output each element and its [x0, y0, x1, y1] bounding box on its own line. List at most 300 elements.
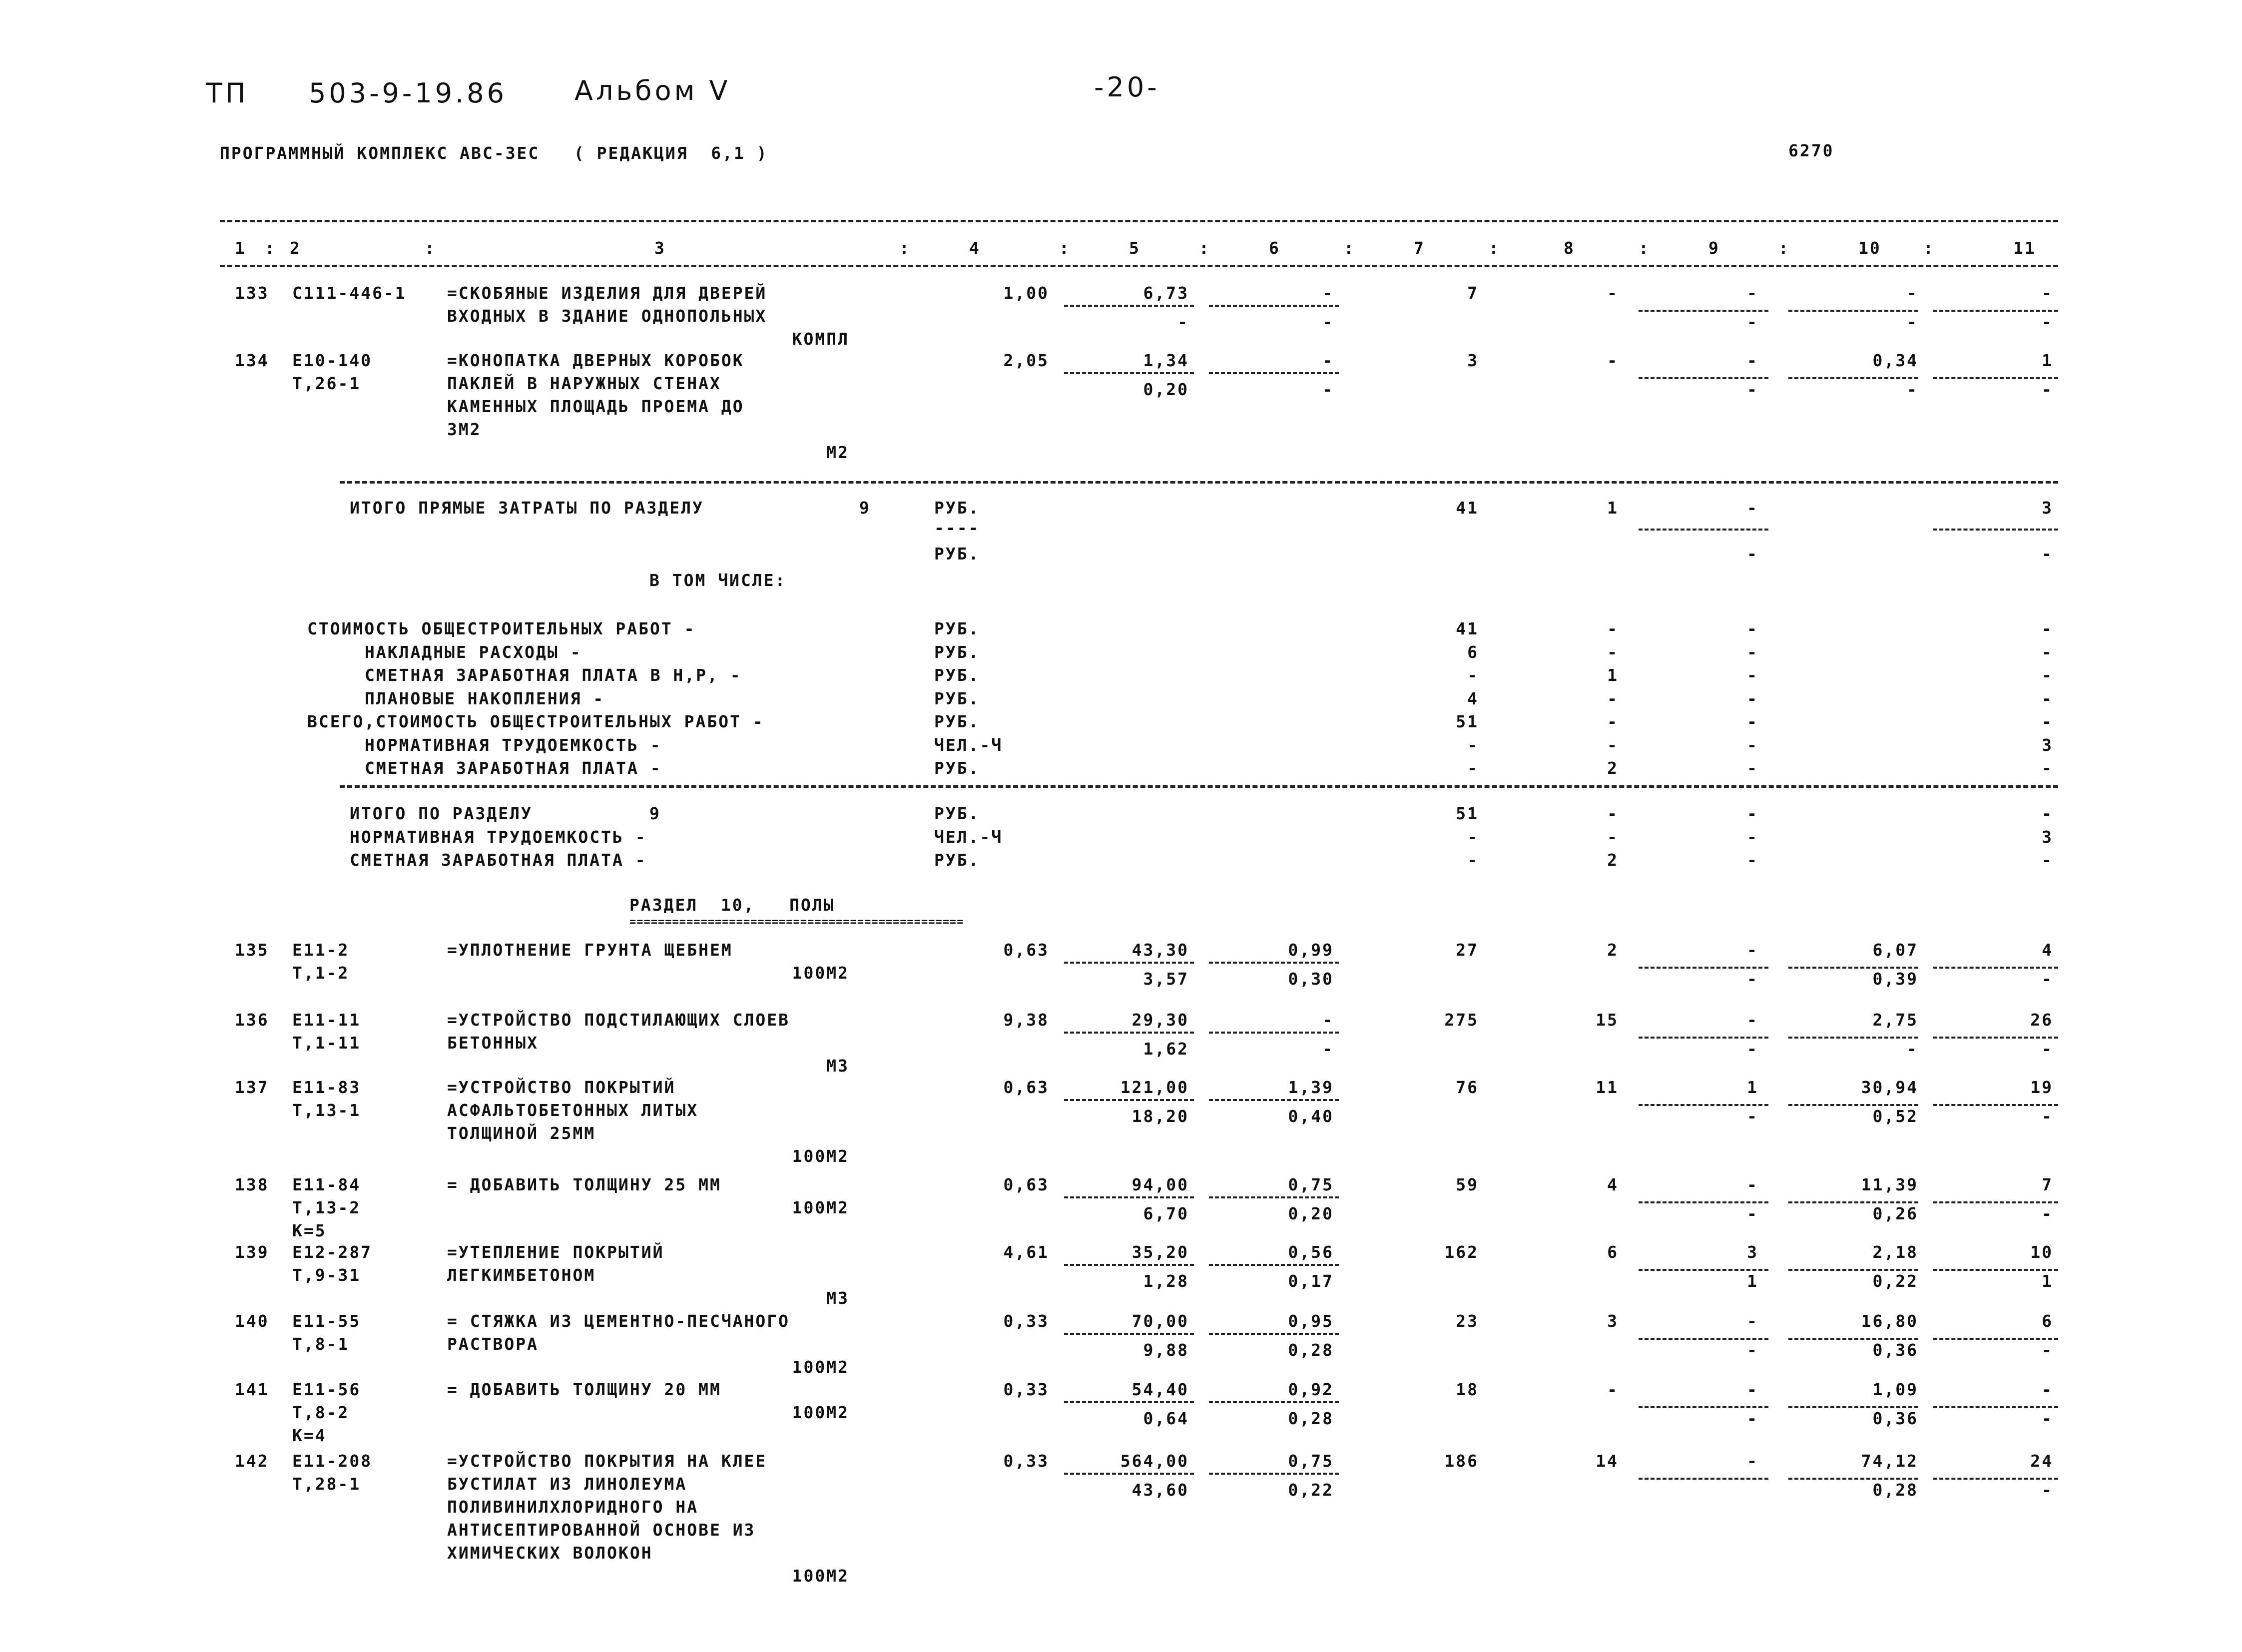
program-title: ПРОГРАММНЫЙ КОМПЛЕКС АВС-3ЕС ( РЕДАКЦИЯ 6,1 ) [220, 143, 768, 163]
item-operation-wages: 0,20 [1288, 1204, 1334, 1223]
cost-breakdown-unit: РУБ. [934, 712, 980, 731]
column-header-3: 3 [654, 238, 666, 258]
item-rule-c5 [1064, 1099, 1194, 1101]
item-unit: 100М2 [792, 1403, 849, 1422]
subtotal-rule [340, 481, 2058, 484]
item-operation-cost: 1,39 [1288, 1078, 1334, 1097]
item-description: РАСТВОРА [447, 1334, 539, 1354]
item-number: 139 [235, 1242, 269, 1262]
item-description: = СТЯЖКА ИЗ ЦЕМЕНТНО-ПЕСЧАНОГО [447, 1311, 790, 1331]
item-total-cost: 23 [1456, 1311, 1479, 1331]
item-rule-c9 [1639, 1269, 1768, 1271]
item-total-cost: 3 [1467, 351, 1479, 370]
item-labour-machines: 0,39 [1872, 969, 1918, 989]
item-wages-machines: - [2042, 1480, 2053, 1500]
cost-breakdown-wages: 2 [1607, 758, 1619, 778]
direct-costs-wages: 1 [1607, 498, 1619, 518]
item-machines: - [1747, 1175, 1758, 1194]
item-wages-total: 1 [2042, 351, 2053, 370]
cost-breakdown-wages: 1 [1607, 665, 1619, 685]
section-10-underline: =============================================== [629, 916, 964, 928]
item-machines: 1 [1747, 1078, 1758, 1097]
item-code: Е11-2 [292, 940, 350, 960]
item-wages: - [1607, 1380, 1619, 1399]
item-unit-cost-wages: - [1177, 312, 1189, 332]
item-description: = ДОБАВИТЬ ТОЛЩИНУ 20 ММ [447, 1380, 721, 1399]
item-machines-wages: - [1747, 312, 1758, 332]
item-operation-wages: 0,22 [1288, 1480, 1334, 1500]
item-description: =УТЕПЛЕНИЕ ПОКРЫТИЙ [447, 1242, 664, 1262]
cost-breakdown-wages: - [1607, 619, 1619, 638]
item-quantity: 2,05 [1003, 351, 1049, 370]
item-unit-cost-wages: 18,20 [1131, 1106, 1189, 1126]
cost-breakdown-label: ВСЕГО,СТОИМОСТЬ ОБЩЕСТРОИТЕЛЬНЫХ РАБОТ - [307, 712, 764, 731]
item-description: ТОЛЩИНОЙ 25ММ [447, 1123, 596, 1143]
item-code: Е10-140 [292, 351, 373, 370]
item-rule-c9 [1639, 1406, 1768, 1408]
item-rule-c6 [1209, 1264, 1339, 1266]
cost-breakdown-total: 4 [1467, 688, 1479, 708]
page-number: -20- [1094, 71, 1160, 103]
item-labour-machines: 0,28 [1872, 1480, 1918, 1500]
section-total-machines: - [1747, 827, 1758, 847]
section-total-wages: - [1607, 804, 1619, 823]
item-code: Т,13-2 [292, 1198, 361, 1217]
item-wages-machines: - [2042, 969, 2053, 989]
item-code: С111-446-1 [292, 283, 407, 303]
item-unit-cost-wages: 43,60 [1131, 1480, 1189, 1500]
item-wages-machines: - [2042, 380, 2053, 399]
item-operation-cost: 0,95 [1288, 1311, 1334, 1331]
item-code: Е11-84 [292, 1175, 361, 1194]
item-unit: 100М2 [792, 1357, 849, 1377]
section-10-title: РАЗДЕЛ 10, ПОЛЫ [629, 895, 835, 915]
cost-breakdown-unit: РУБ. [934, 619, 980, 638]
item-rule-c11 [1933, 967, 2058, 969]
item-description: АНТИСЕПТИРОВАННОЙ ОСНОВЕ ИЗ [447, 1520, 756, 1540]
column-separator: : [265, 238, 276, 258]
item-description: БЕТОННЫХ [447, 1033, 539, 1053]
direct-costs-total: 41 [1456, 498, 1479, 518]
item-unit-cost: 54,40 [1131, 1380, 1189, 1399]
item-wages-total: 19 [2030, 1078, 2053, 1097]
item-rule-c6 [1209, 305, 1339, 307]
item-operation-wages: - [1322, 1039, 1334, 1059]
item-rule-c10 [1788, 310, 1918, 312]
item-rule-c10 [1788, 377, 1918, 379]
item-labour: 6,07 [1872, 940, 1918, 960]
section-total-wages-total: - [2042, 804, 2053, 823]
item-rule-c11 [1933, 310, 2058, 312]
item-unit: КОМПЛ [792, 329, 849, 349]
item-wages-machines: - [2042, 1409, 2053, 1428]
item-description: =КОНОПАТКА ДВЕРНЫХ КОРОБОК [447, 351, 744, 370]
item-wages: 6 [1607, 1242, 1619, 1262]
item-rule-c9 [1639, 310, 1768, 312]
program-code: 6270 [1788, 141, 1834, 160]
direct-costs-label: ИТОГО ПРЯМЫЕ ЗАТРАТЫ ПО РАЗДЕЛУ [350, 498, 704, 518]
cost-breakdown-wages-total: 3 [2042, 735, 2053, 755]
item-labour-machines: 0,52 [1872, 1106, 1918, 1126]
item-machines-wages: - [1747, 969, 1758, 989]
item-description: ПАКЛЕЙ В НАРУЖНЫХ СТЕНАХ [447, 374, 721, 393]
column-separator: : [899, 238, 911, 258]
item-unit-cost: 29,30 [1131, 1010, 1189, 1030]
item-labour-machines: 0,36 [1872, 1340, 1918, 1360]
item-wages: 2 [1607, 940, 1619, 960]
item-code: Е11-11 [292, 1010, 361, 1030]
item-number: 133 [235, 283, 269, 303]
item-labour: 2,18 [1872, 1242, 1918, 1262]
section-total-wages-total: 3 [2042, 827, 2053, 847]
item-number: 140 [235, 1311, 269, 1331]
including-label: В ТОМ ЧИСЛЕ: [649, 570, 787, 590]
item-rule-c6 [1209, 1401, 1339, 1403]
item-operation-wages: 0,28 [1288, 1409, 1334, 1428]
item-machines-wages: - [1747, 1106, 1758, 1126]
item-rule-c5 [1064, 1032, 1194, 1034]
column-header-2: 2 [290, 238, 301, 258]
cost-breakdown-unit: РУБ. [934, 758, 980, 778]
item-unit-cost: 564,00 [1120, 1451, 1189, 1471]
item-machines: - [1747, 1380, 1758, 1399]
item-operation-wages: 0,28 [1288, 1340, 1334, 1360]
section-total-machines: - [1747, 804, 1758, 823]
item-unit: М3 [826, 1288, 849, 1308]
item-unit-cost: 6,73 [1143, 283, 1189, 303]
cost-breakdown-wages-total: - [2042, 712, 2053, 731]
item-unit: М3 [826, 1056, 849, 1076]
item-wages-total: 4 [2042, 940, 2053, 960]
item-code: Т,26-1 [292, 374, 361, 393]
item-total-cost: 162 [1444, 1242, 1479, 1262]
item-wages: 4 [1607, 1175, 1619, 1194]
section-total-unit: РУБ. [934, 804, 980, 823]
item-machines-wages: 1 [1747, 1271, 1758, 1291]
direct-costs-machines: - [1747, 498, 1758, 518]
cost-breakdown-label: НАКЛАДНЫЕ РАСХОДЫ - [365, 642, 582, 662]
item-rule-c11 [1933, 1037, 2058, 1039]
column-header-5: 5 [1129, 238, 1140, 258]
item-labour-machines: 0,22 [1872, 1271, 1918, 1291]
item-code: Е11-83 [292, 1078, 361, 1097]
item-wages-total: - [2042, 283, 2053, 303]
item-rule-c6 [1209, 1032, 1339, 1034]
item-rule-c5 [1064, 1473, 1194, 1475]
section-total-label: НОРМАТИВНАЯ ТРУДОЕМКОСТЬ - [350, 827, 647, 847]
column-separator: : [1344, 238, 1355, 258]
item-description: =УСТРОЙСТВО ПОКРЫТИЯ НА КЛЕЕ [447, 1451, 767, 1471]
item-machines: - [1747, 1311, 1758, 1331]
item-labour: 74,12 [1861, 1451, 1918, 1471]
item-unit-cost-wages: 6,70 [1143, 1204, 1189, 1223]
item-wages: 11 [1596, 1078, 1619, 1097]
item-operation-wages: 0,40 [1288, 1106, 1334, 1126]
item-rule-c5 [1064, 962, 1194, 964]
item-operation-wages: - [1322, 312, 1334, 332]
item-total-cost: 186 [1444, 1451, 1479, 1471]
item-number: 138 [235, 1175, 269, 1194]
item-description: =УПЛОТНЕНИЕ ГРУНТА ЩЕБНЕМ [447, 940, 733, 960]
item-total-cost: 18 [1456, 1380, 1479, 1399]
item-rule-c11 [1933, 377, 2058, 379]
column-header-7: 7 [1414, 238, 1425, 258]
item-rule-c9 [1639, 1037, 1768, 1039]
item-unit: 100М2 [792, 963, 849, 983]
header-rule-bottom [220, 265, 2058, 267]
item-description: = ДОБАВИТЬ ТОЛЩИНУ 25 ММ [447, 1175, 721, 1194]
cost-breakdown-unit: ЧЕЛ.-Ч [934, 735, 1003, 755]
item-rule-c6 [1209, 1099, 1339, 1101]
item-wages: - [1607, 351, 1619, 370]
cost-breakdown-wages-total: - [2042, 619, 2053, 638]
section-total-label: ИТОГО ПО РАЗДЕЛУ [350, 804, 533, 823]
item-operation-wages: - [1322, 380, 1334, 399]
item-operation-cost: 0,75 [1288, 1175, 1334, 1194]
cost-breakdown-wages-total: - [2042, 642, 2053, 662]
item-description: АСФАЛЬТОБЕТОННЫХ ЛИТЫХ [447, 1101, 699, 1120]
item-code: Т,1-11 [292, 1033, 361, 1053]
cost-breakdown-label: СМЕТНАЯ ЗАРАБОТНАЯ ПЛАТА В Н,Р, - [365, 665, 742, 685]
item-rule-c11 [1933, 1478, 2058, 1480]
item-code: Т,9-31 [292, 1265, 361, 1285]
item-rule-c11 [1933, 1269, 2058, 1271]
item-code: К=4 [292, 1426, 327, 1445]
item-labour-machines: 0,36 [1872, 1409, 1918, 1428]
item-rule-c10 [1788, 1478, 1918, 1480]
item-wages-machines: 1 [2042, 1271, 2053, 1291]
item-machines-wages: - [1747, 380, 1758, 399]
item-labour-machines: 0,26 [1872, 1204, 1918, 1223]
cost-breakdown-wages: - [1607, 642, 1619, 662]
item-unit: 100М2 [792, 1146, 849, 1166]
item-rule-c9 [1639, 1201, 1768, 1203]
item-operation-wages: 0,30 [1288, 969, 1334, 989]
item-labour: 2,75 [1872, 1010, 1918, 1030]
item-code: К=5 [292, 1221, 327, 1240]
item-wages-total: 7 [2042, 1175, 2053, 1194]
item-labour-machines: - [1907, 312, 1918, 332]
item-rule-c11 [1933, 1406, 2058, 1408]
item-rule-c5 [1064, 372, 1194, 374]
section-total-cost: - [1467, 850, 1479, 870]
total-rule [340, 785, 2058, 788]
item-code: Т,28-1 [292, 1474, 361, 1494]
section-total-wages: 2 [1607, 850, 1619, 870]
item-quantity: 0,33 [1003, 1451, 1049, 1471]
column-separator: : [1639, 238, 1650, 258]
item-quantity: 0,63 [1003, 1078, 1049, 1097]
item-labour: 1,09 [1872, 1380, 1918, 1399]
item-rule-c6 [1209, 1473, 1339, 1475]
item-wages-machines: - [2042, 1106, 2053, 1126]
cost-breakdown-total: 41 [1456, 619, 1479, 638]
item-machines-wages: - [1747, 1340, 1758, 1360]
item-operation-cost: 0,99 [1288, 940, 1334, 960]
item-rule-c6 [1209, 962, 1339, 964]
column-header-11: 11 [2013, 238, 2036, 258]
item-description: ПОЛИВИНИЛХЛОРИДНОГО НА [447, 1497, 699, 1517]
item-rule-c9 [1639, 1104, 1768, 1106]
cost-breakdown-machines: - [1747, 688, 1758, 708]
item-operation-wages: 0,17 [1288, 1271, 1334, 1291]
section-total-wages: - [1607, 827, 1619, 847]
item-unit-cost-wages: 9,88 [1143, 1340, 1189, 1360]
cost-breakdown-wages: - [1607, 688, 1619, 708]
direct-costs-section: 9 [859, 498, 871, 518]
section-total-machines: - [1747, 850, 1758, 870]
cost-breakdown-total: - [1467, 758, 1479, 778]
item-labour: 16,80 [1861, 1311, 1918, 1331]
section-total-unit: РУБ. [934, 850, 980, 870]
cost-breakdown-unit: РУБ. [934, 642, 980, 662]
cost-breakdown-machines: - [1747, 642, 1758, 662]
section-total-wages-total: - [2042, 850, 2053, 870]
cost-breakdown-label: СМЕТНАЯ ЗАРАБОТНАЯ ПЛАТА - [365, 758, 662, 778]
item-unit-cost-wages: 1,62 [1143, 1039, 1189, 1059]
item-wages-machines: - [2042, 1204, 2053, 1223]
column-header-1: 1 [235, 238, 246, 258]
item-total-cost: 7 [1467, 283, 1479, 303]
album-label: Альбом V [574, 75, 731, 106]
cost-breakdown-total: - [1467, 665, 1479, 685]
item-wages: 15 [1596, 1010, 1619, 1030]
direct-costs-machines-wages: - [1747, 544, 1758, 563]
item-quantity: 0,33 [1003, 1380, 1049, 1399]
cost-breakdown-wages-total: - [2042, 665, 2053, 685]
item-operation-cost: 0,75 [1288, 1451, 1334, 1471]
item-description: КАМЕННЫХ ПЛОЩАДЬ ПРОЕМА ДО [447, 397, 744, 416]
item-unit-cost-wages: 0,64 [1143, 1409, 1189, 1428]
item-unit-cost: 94,00 [1131, 1175, 1189, 1194]
item-wages: 3 [1607, 1311, 1619, 1331]
item-description: =СКОБЯНЫЕ ИЗДЕЛИЯ ДЛЯ ДВЕРЕЙ [447, 283, 767, 303]
item-machines: - [1747, 1451, 1758, 1471]
column-separator: : [425, 238, 436, 258]
item-number: 135 [235, 940, 269, 960]
item-machines-wages: - [1747, 1039, 1758, 1059]
item-labour-machines: - [1907, 380, 1918, 399]
item-code: Т,1-2 [292, 963, 350, 983]
item-total-cost: 275 [1444, 1010, 1479, 1030]
item-rule-c11 [1933, 1338, 2058, 1340]
item-unit-cost-wages: 3,57 [1143, 969, 1189, 989]
item-rule-c9 [1639, 1338, 1768, 1340]
item-number: 142 [235, 1451, 269, 1471]
item-description: =УСТРОЙСТВО ПОКРЫТИЙ [447, 1078, 676, 1097]
item-unit-cost-wages: 0,20 [1143, 380, 1189, 399]
item-rule-c10 [1788, 1104, 1918, 1106]
column-header-6: 6 [1269, 238, 1280, 258]
item-unit: М2 [826, 443, 849, 462]
item-rule-c6 [1209, 1333, 1339, 1335]
item-machines: - [1747, 283, 1758, 303]
column-header-10: 10 [1858, 238, 1881, 258]
item-description: ВХОДНЫХ В ЗДАНИЕ ОДНОПОЛЬНЫХ [447, 306, 767, 326]
item-unit-cost: 35,20 [1131, 1242, 1189, 1262]
item-rule-c5 [1064, 1401, 1194, 1403]
item-unit-cost-wages: 1,28 [1143, 1271, 1189, 1291]
item-unit-cost: 70,00 [1131, 1311, 1189, 1331]
cost-breakdown-label: СТОИМОСТЬ ОБЩЕСТРОИТЕЛЬНЫХ РАБОТ - [307, 619, 696, 638]
item-rule-c10 [1788, 967, 1918, 969]
direct-costs-rule-c9 [1639, 529, 1768, 531]
item-labour: - [1907, 283, 1918, 303]
item-unit: 100М2 [792, 1566, 849, 1586]
cost-breakdown-wages-total: - [2042, 758, 2053, 778]
cost-breakdown-label: ПЛАНОВЫЕ НАКОПЛЕНИЯ - [365, 688, 605, 708]
direct-costs-unit: РУБ. [934, 498, 980, 518]
column-separator: : [1489, 238, 1500, 258]
item-quantity: 0,33 [1003, 1311, 1049, 1331]
cost-breakdown-machines: - [1747, 665, 1758, 685]
item-number: 134 [235, 351, 269, 370]
item-machines: - [1747, 351, 1758, 370]
column-header-8: 8 [1564, 238, 1575, 258]
item-description: ЛЕГКИМБЕТОНОМ [447, 1265, 596, 1285]
item-total-cost: 76 [1456, 1078, 1479, 1097]
cost-breakdown-total: 6 [1467, 642, 1479, 662]
item-wages-machines: - [2042, 1340, 2053, 1360]
item-rule-c6 [1209, 372, 1339, 374]
item-rule-c6 [1209, 1196, 1339, 1198]
item-wages: 14 [1596, 1451, 1619, 1471]
item-rule-c5 [1064, 1196, 1194, 1198]
direct-costs-unit-2: РУБ. [934, 544, 980, 563]
column-separator: : [1059, 238, 1071, 258]
direct-costs-rule-c11 [1933, 529, 2058, 531]
item-operation-cost: - [1322, 283, 1334, 303]
item-rule-c11 [1933, 1104, 2058, 1106]
item-operation-cost: 0,92 [1288, 1380, 1334, 1399]
cost-breakdown-machines: - [1747, 735, 1758, 755]
item-operation-cost: - [1322, 1010, 1334, 1030]
section-total-number: 9 [649, 804, 661, 823]
item-number: 136 [235, 1010, 269, 1030]
item-code: Е12-287 [292, 1242, 373, 1262]
item-unit-cost: 1,34 [1143, 351, 1189, 370]
item-description: 3М2 [447, 420, 482, 439]
item-code: Е11-208 [292, 1451, 373, 1471]
item-rule-c11 [1933, 1201, 2058, 1203]
column-header-4: 4 [969, 238, 981, 258]
item-machines-wages: - [1747, 1204, 1758, 1223]
column-separator: : [1923, 238, 1935, 258]
item-rule-c10 [1788, 1269, 1918, 1271]
cost-breakdown-unit: РУБ. [934, 688, 980, 708]
direct-costs-wages-total: 3 [2042, 498, 2053, 518]
item-rule-c9 [1639, 377, 1768, 379]
item-wages-total: 26 [2030, 1010, 2053, 1030]
item-rule-c10 [1788, 1406, 1918, 1408]
item-quantity: 0,63 [1003, 1175, 1049, 1194]
item-quantity: 4,61 [1003, 1242, 1049, 1262]
item-labour: 0,34 [1872, 351, 1918, 370]
item-quantity: 9,38 [1003, 1010, 1049, 1030]
item-total-cost: 59 [1456, 1175, 1479, 1194]
doc-number: 503-9-19.86 [309, 77, 507, 109]
item-labour-machines: - [1907, 1039, 1918, 1059]
section-total-unit: ЧЕЛ.-Ч [934, 827, 1003, 847]
item-code: Т,8-2 [292, 1403, 350, 1422]
item-wages-machines: - [2042, 1039, 2053, 1059]
item-machines: 3 [1747, 1242, 1758, 1262]
item-rule-c5 [1064, 1333, 1194, 1335]
item-rule-c10 [1788, 1201, 1918, 1203]
section-total-label: СМЕТНАЯ ЗАРАБОТНАЯ ПЛАТА - [350, 850, 647, 870]
item-code: Е11-55 [292, 1311, 361, 1331]
item-description: =УСТРОЙСТВО ПОДСТИЛАЮЩИХ СЛОЕВ [447, 1010, 790, 1030]
